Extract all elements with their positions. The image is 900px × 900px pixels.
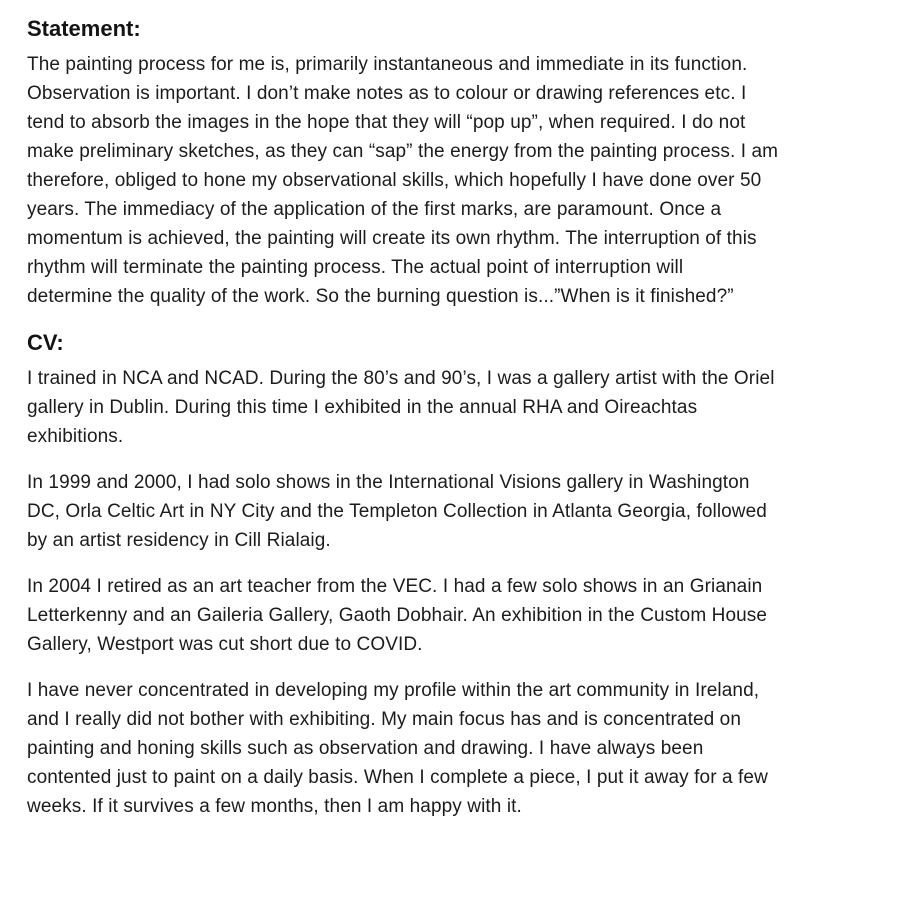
text-line: determine the quality of the work. So the burning question is...”When is it finished?” (27, 286, 734, 307)
text-line: exhibitions. (27, 426, 124, 447)
text-line: make preliminary sketches, as they can “sap” the energy from the painting process. I am (27, 141, 779, 162)
text-line: by an artist residency in Cill Rialaig. (27, 530, 331, 551)
text-line: The painting process for me is, primarily instantaneous and immediate in its function. (27, 54, 748, 75)
text-line: and I really did not bother with exhibiting. My main focus has and is concentrated on (27, 709, 742, 730)
cv-paragraph-4 (27, 676, 880, 821)
text-line: DC, Orla Celtic Art in NY City and the Templeton Collection in Atlanta Georgia, followed (27, 501, 767, 522)
text-line: weeks. If it survives a few months, then I am happy with it. (27, 796, 522, 817)
cv-paragraph-2 (27, 468, 880, 555)
text-line: Letterkenny and an Gaileria Gallery, Gaoth Dobhair. An exhibition in the Custom House (27, 605, 768, 626)
text-line: tend to absorb the images in the hope that they will “pop up”, when required. I do not (27, 112, 746, 133)
text-line: I trained in NCA and NCAD. During the 80’s and 90’s, I was a gallery artist with the Oriel (27, 368, 775, 389)
text-line: Observation is important. I don’t make notes as to colour or drawing references etc. I (27, 83, 747, 104)
cv-paragraph-1 (27, 364, 880, 451)
statement-heading: Statement: (27, 16, 141, 41)
text-line: rhythm will terminate the painting process. The actual point of interruption will (27, 257, 684, 278)
text-line: Gallery, Westport was cut short due to COVID. (27, 634, 423, 655)
text-line: In 2004 I retired as an art teacher from the VEC. I had a few solo shows in an Grianain (27, 576, 763, 597)
text-line: therefore, obliged to hone my observational skills, which hopefully I have done over 50 (27, 170, 762, 191)
text-line: gallery in Dublin. During this time I exhibited in the annual RHA and Oireachtas (27, 397, 698, 418)
text-line: painting and honing skills such as observation and drawing. I have always been (27, 738, 704, 759)
statement-paragraph (27, 50, 880, 311)
cv-paragraph-3 (27, 572, 880, 659)
text-line: momentum is achieved, the painting will create its own rhythm. The interruption of this (27, 228, 757, 249)
text-line: contented just to paint on a daily basis. When I complete a piece, I put it away for a few (27, 767, 768, 788)
text-line: In 1999 and 2000, I had solo shows in the International Visions gallery in Washington (27, 472, 750, 493)
text-line: I have never concentrated in developing my profile within the art community in Ireland, (27, 680, 760, 701)
cv-heading: CV: (27, 330, 64, 355)
text-line: years. The immediacy of the application of the first marks, are paramount. Once a (27, 199, 722, 220)
